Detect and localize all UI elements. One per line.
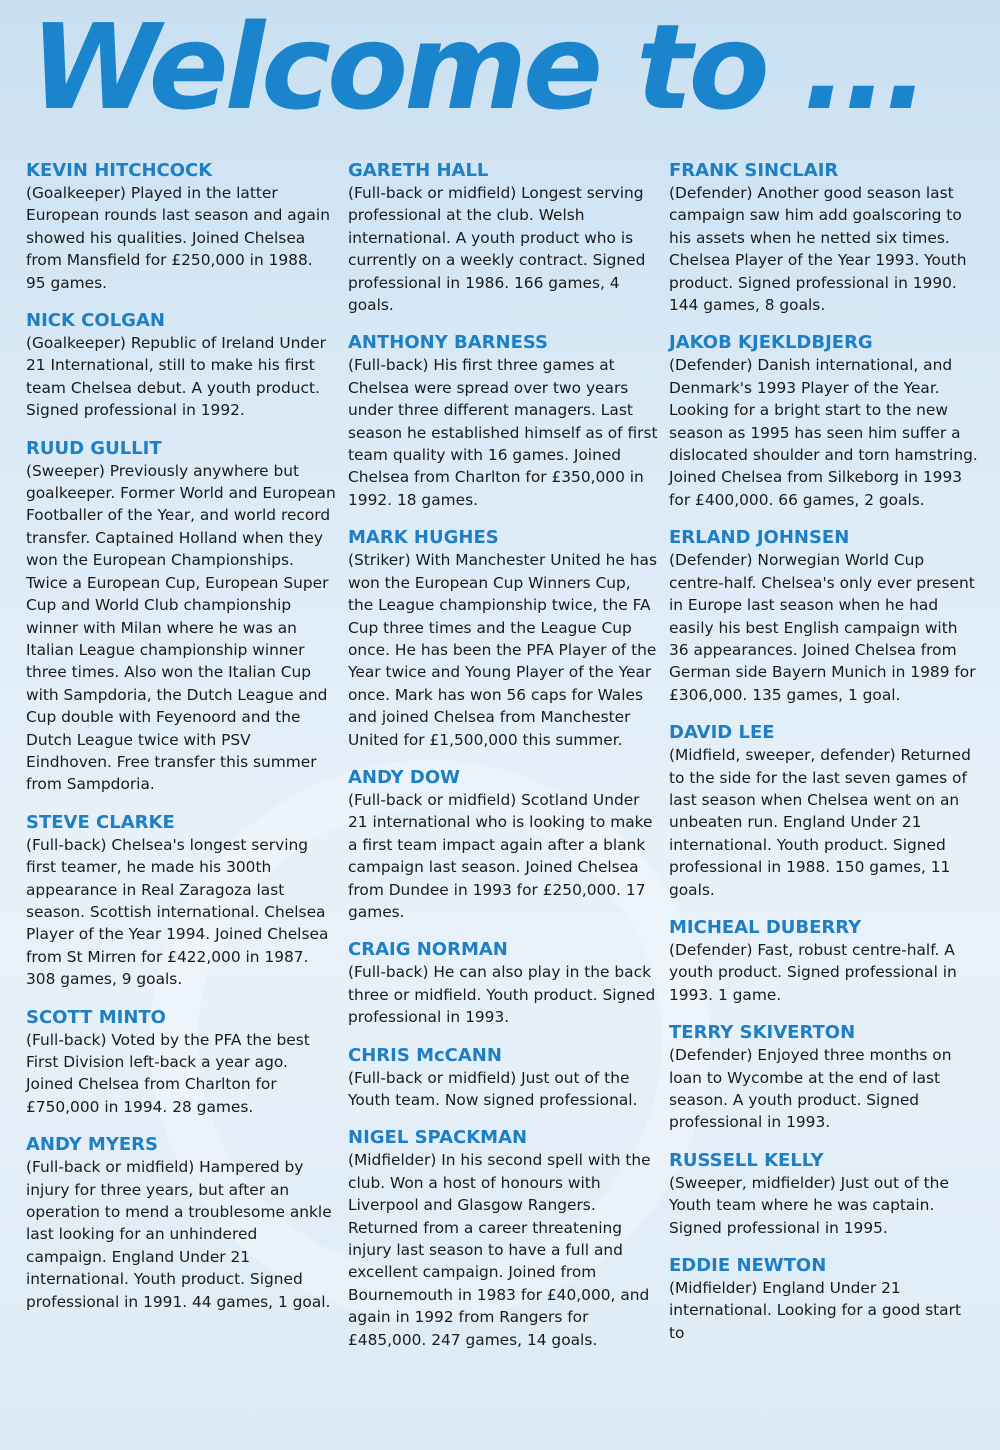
player-name: CRAIG NORMAN <box>348 939 508 961</box>
player-entry <box>348 527 658 751</box>
player-entry <box>348 939 658 1028</box>
player-description: (Full-back) Chelsea's longest serving first teamer, he made his 300th appearance in Real Zaragoza last season. Scottish international. Chelsea Player of the Year 1994. Joined Chelsea from St Mirren for £422,000 in 1987. 308 games, 9 goals. <box>26 835 329 989</box>
player-description: (Defender) Norwegian World Cup centre-half. Chelsea's only ever present in Europe last season when he had easily his best English campaign with 36 appearances. Joined Chelsea from German side Bayern Munich in 1989 for £306,000. 135 games, 1 goal. <box>669 551 976 704</box>
player-name: FRANK SINCLAIR <box>669 160 839 181</box>
player-entry <box>26 438 336 796</box>
player-name: EDDIE NEWTON <box>669 1255 827 1277</box>
player-entry <box>669 722 979 901</box>
player-description: (Defender) Fast, robust centre-half. A youth product. Signed professional in 1993. 1 game. <box>669 940 957 1004</box>
player-name: ANDY DOW <box>348 766 461 788</box>
player-description: (Full-back or midfield) Scotland Under 21 international who is looking to make a first team impact again after a blank campaign last season. Joined Chelsea from Dundee in 1993 for £250,000. 17 games. <box>348 790 653 921</box>
player-name: DAVID LEE <box>669 722 775 744</box>
player-description: (Goalkeeper) Republic of Ireland Under 21 International, still to make his first team Chelsea debut. A youth product. Signed professional in 1992. <box>26 334 326 420</box>
player-description: (Full-back) His first three games at Chelsea were spread over two years under three different managers. Last season he established himself as of first team quality with 16 games. Joined Chelsea from Charlton for £350,000 in 1992. 18 games. <box>348 356 658 509</box>
player-description: (Midfielder) England Under 21 international. Looking for a good start to <box>669 1279 961 1342</box>
page-title: Welcome to ... <box>30 0 926 136</box>
player-name: CHRIS McCANN <box>348 1044 502 1066</box>
player-description: (Defender) Enjoyed three months on loan to Wycombe at the end of last season. A youth product. Signed professional in 1993. <box>669 1046 952 1132</box>
player-entry <box>26 1134 336 1313</box>
player-name: MARK HUGHES <box>348 527 499 549</box>
column-2 <box>348 160 658 1367</box>
player-name: GARETH HALL <box>348 160 489 181</box>
player-description: (Striker) With Manchester United he has won the European Cup Winners Cup, the League championship twice, the FA Cup three times and the League Cup once. He has been the PFA Player of the Year twice and Young Player of the Year once. Mark has won 56 caps for Wales and joined Chelsea from Manchester United for £1,500,000 this summer. <box>348 551 657 749</box>
player-name: NICK COLGAN <box>26 310 165 332</box>
player-entry <box>669 160 979 316</box>
player-entry <box>348 332 658 511</box>
player-name: SCOTT MINTO <box>26 1006 166 1028</box>
player-entry <box>348 1045 658 1112</box>
column-3 <box>669 160 979 1360</box>
player-name: RUUD GULLIT <box>26 437 162 459</box>
player-description: (Goalkeeper) Played in the latter European rounds last season and again showed his qualities. Joined Chelsea from Mansfield for £250,000 in 1988. 95 games. <box>26 184 330 292</box>
player-entry <box>669 332 979 511</box>
player-entry <box>669 527 979 706</box>
player-entry <box>669 1255 979 1344</box>
player-name: TERRY SKIVERTON <box>669 1022 856 1044</box>
player-name: ANDY MYERS <box>26 1134 158 1156</box>
player-description: (Defender) Danish international, and Denmark's 1993 Player of the Year. Looking for a bright start to the new season as 1995 has seen him suffer a dislocated shoulder and torn hamstring. Joined Chelsea from Silkeborg in 1993 for £400,000. 66 games, 2 goals. <box>669 356 978 509</box>
player-description: (Midfield, sweeper, defender) Returned to the side for the last seven games of last season when Chelsea went on an unbeaten run. England Under 21 international. Youth product. Signed professional in 1988. 150 games, 11 goals. <box>669 746 971 899</box>
player-entry <box>669 917 979 1006</box>
player-entry <box>26 160 336 294</box>
player-name: ANTHONY BARNESS <box>348 332 548 354</box>
player-description: (Defender) Another good season last campaign saw him add goalscoring to his assets when he netted six times. Chelsea Player of the Year 1993. Youth product. Signed professional in 1990. 144 games, 8 goals. <box>669 184 967 315</box>
player-description: (Midfielder) In his second spell with the club. Won a host of honours with Liverpool and Glasgow Rangers. Returned from a career threatening injury last season to have a full and excellent campaign. Joined from Bournemouth in 1983 for £40,000, and again in 1992 from Rangers for £485,000. 247 games, 14 goals. <box>348 1151 651 1349</box>
player-name: NIGEL SPACKMAN <box>348 1127 528 1149</box>
player-entry <box>669 1022 979 1134</box>
player-entry <box>348 1127 658 1351</box>
player-description: (Full-back) He can also play in the back three or midfield. Youth product. Signed professional in 1993. <box>348 963 656 1027</box>
player-description: (Full-back or midfield) Hampered by injury for three years, but after an operation to mend a troublesome ankle last looking for an unhindered campaign. England Under 21 international. Youth product. Signed professional in 1991. 44 games, 1 goal. <box>26 1158 332 1311</box>
player-name: ERLAND JOHNSEN <box>669 527 850 549</box>
player-entry <box>26 310 336 422</box>
player-name: MICHEAL DUBERRY <box>669 916 862 938</box>
player-description: (Full-back or midfield) Just out of the Youth team. Now signed professional. <box>348 1068 638 1109</box>
player-name: RUSSELL KELLY <box>669 1149 824 1171</box>
player-entry <box>348 160 658 316</box>
player-entry <box>348 767 658 923</box>
player-entry <box>26 812 336 991</box>
player-name: JAKOB KJEKLDBJERG <box>669 332 873 354</box>
player-name: KEVIN HITCHCOCK <box>26 160 213 181</box>
player-entry <box>669 1150 979 1239</box>
player-description: (Sweeper) Previously anywhere but goalkeeper. Former World and European Footballer of the Year, and world record transfer. Captained Holland when they won the European Championships. Twice a European Cup, European Super Cup and World Club championship winner with Milan where he was an Italian League championship winner three times. Also won the Italian Cup with Sampdoria, the Dutch League and Cup double with Feyenoord and the Dutch League twice with PSV Eindhoven. Free transfer this summer from Sampdoria. <box>26 461 336 794</box>
player-entry <box>26 1007 336 1119</box>
player-description: (Sweeper, midfielder) Just out of the Youth team where he was captain. Signed professional in 1995. <box>669 1173 949 1237</box>
player-name: STEVE CLARKE <box>26 811 175 833</box>
player-description: (Full-back or midfield) Longest serving professional at the club. Welsh international. A youth product who is currently on a weekly contract. Signed professional in 1986. 166 games, 4 goals. <box>348 184 646 315</box>
player-description: (Full-back) Voted by the PFA the best First Division left-back a year ago. Joined Chelsea from Charlton for £750,000 in 1994. 28 games. <box>26 1030 310 1116</box>
column-1 <box>26 160 336 1329</box>
